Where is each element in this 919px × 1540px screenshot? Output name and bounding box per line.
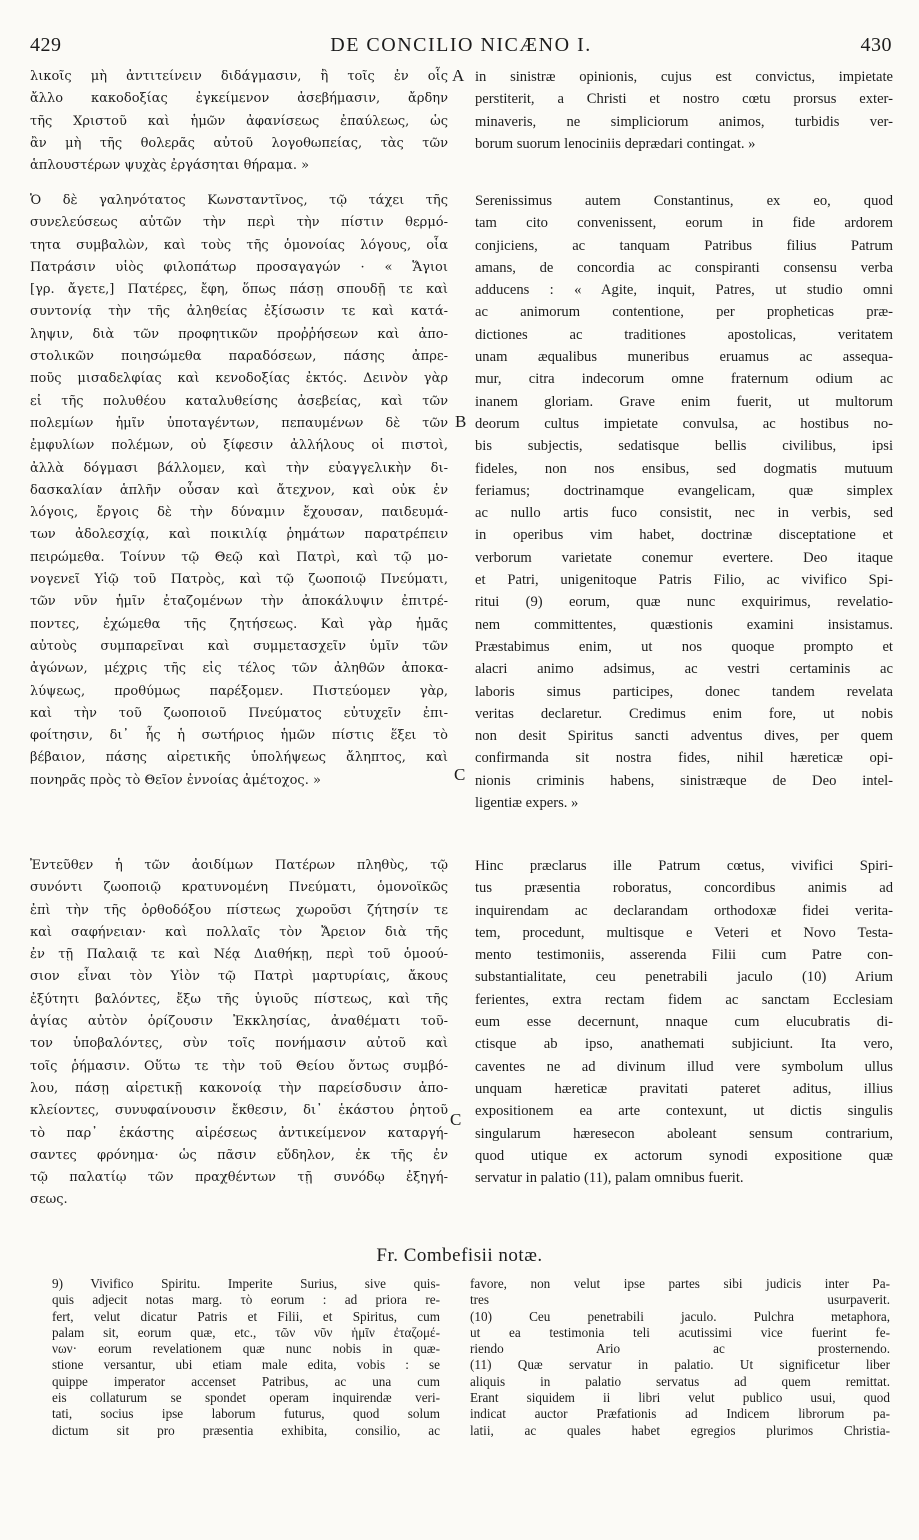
text-line: τῆς Χριστοῦ καὶ ἡμῶν ἀφανίσεως ἐπαύλεως, ὡς: [30, 113, 448, 129]
text-line: λύψεως, προθύμως παρέξομεν. Πιστεύομεν γὰρ,: [30, 683, 448, 699]
text-line: καὶ τὴν τοῦ ζωοποιοῦ Πνεύματος εὐτυχεῖν ἐπι-: [30, 705, 448, 721]
running-title: DE CONCILIO NICÆNO I.: [330, 34, 592, 56]
text-line: ἀλλὰ δόγμασι βάλλομεν, καὶ τὴν εὐαγγελικὴν δι-: [30, 460, 448, 476]
text-line: λου, πάσῃ αἱρετικῇ κακονοίᾳ τὴν παρείσδυσιν ἀπο-: [30, 1080, 448, 1096]
text-line: αὐτοὺς συμπαρεῖναι καὶ συμμετασχεῖν ὑμῖν τῶν: [30, 638, 448, 654]
text-line: στολικῶν ποιησώμεθα παραδόσεων, πάσης ἀπρε-: [30, 349, 448, 365]
text-line: Hinc præclarus ille Patrum cœtus, vivifici Spiri-: [475, 858, 893, 874]
text-line: tam cito convenissent, eorum in fide ardorem: [475, 215, 893, 232]
text-line: bis subjectis, sedatisque bellis civilibus, ipsi: [475, 438, 893, 455]
text-line: συνόντι ζωοποιῷ κρατυνομένη Πνεύματι, ὁμονοϊκῶς: [30, 880, 448, 896]
page-number-right: 430: [860, 34, 892, 56]
text-line: ληψιν, διὰ τῶν προφητικῶν προῤῥήσεων καὶ ἀπο-: [30, 326, 448, 342]
text-line: ἐξύτητι βαλόντες, ἔξω τῆς ὑγιοῦς πίστεως, καὶ τῆς: [30, 991, 448, 1007]
greek-column-block-3: [30, 855, 448, 1212]
text-line: τητα συμβαλὼν, καὶ τοὺς τῆς ὁμονοίας λόγους, οἷα: [30, 237, 448, 253]
section-marker-c: C: [454, 765, 466, 784]
text-line: τῶν νῦν ἡμῖν ἐταζομένων τὴν ἀποκάλυψιν ἐπιτρέ-: [30, 594, 448, 610]
text-line: ἐμφυλίων πολέμων, οὐ ξίφεσιν ἀλλήλους οἱ πιστοὶ,: [30, 438, 448, 454]
text-line: mur, citra indecorum omne fraternum odium ac: [475, 371, 893, 388]
text-line: adducens : « Agite, inquit, Patres, ut studio omni: [475, 282, 893, 299]
text-line: (11) Quæ servatur in palatio. Ut significetur liber: [470, 1357, 890, 1373]
text-line: δασκαλίαν ἁπλῆν οὖσαν καὶ ἄτεχνον, καὶ οὐκ ἐν: [30, 482, 448, 498]
text-line: ἁγίας αὐτὸν ὁρίζουσιν Ἐκκλησίας, ἀναθέματι τοῦ-: [30, 1014, 448, 1030]
text-line: aliquis in palatio servatus ad quem remittat.: [470, 1373, 890, 1389]
text-line: των ἀδολεσχίᾳ, καὶ ποικιλίᾳ ῥημάτων παρατρέπειν: [30, 527, 448, 543]
text-line: amans, de concordia ac conspiranti consensu verba: [475, 259, 893, 276]
latin-column-block-3: [475, 855, 893, 1189]
text-line: fert, velut dicatur Patris et Filii, et Spiritus, cum: [52, 1308, 440, 1324]
text-line: ποντες, ἐχώμεθα τῆς ζητήσεως. Καὶ γὰρ ἡμᾶς: [30, 616, 448, 632]
text-line: ac nullo artis fuco consistit, nec in verbis, sed: [475, 505, 893, 522]
text-line: ferientes, extra rectam fidem ac sanctam Ecclesiam: [475, 991, 893, 1008]
text-line: φοίτησιν, δι᾽ ἧς ἡ σωτήριος ἡμῶν πίστις ἕξει τὸ: [30, 728, 448, 744]
text-line: nionis criminis habens, sinistræque de Deo intel-: [475, 772, 893, 789]
text-line: unquam hæreticæ pravitati pateret aditus, illius: [475, 1080, 893, 1097]
text-line: νογενεῖ Υἱῷ τοῦ Πατρὸς, καὶ τῷ ζωοποιῷ Πνεύματι,: [30, 572, 448, 588]
text-line: non desit Spiritus sancti adventus dives, per quem: [475, 728, 893, 745]
text-line: Ὁ δὲ γαληνότατος Κωνσταντῖνος, τῷ τάχει τῆς: [30, 193, 448, 208]
text-line: quippe imperator accenset Patribus, ac una cum: [52, 1373, 440, 1389]
greek-column-block-2: [30, 190, 448, 792]
text-line: substantialitate, ceu penetrabili jaculo (10) Arium: [475, 969, 893, 986]
text-line: Erant siquidem ii libri velut publico usui, quod: [470, 1390, 890, 1406]
text-line: tati, socius ipse laborum futurus, quod solum: [52, 1406, 440, 1422]
text-line: unam æqualibus muneribus eruamus ac assequa-: [475, 349, 893, 366]
text-line: dictiones ac traditiones apostolicas, veritatem: [475, 326, 893, 343]
text-line: et Patri, unigenitoque Patris Filio, ac vivifico Spi-: [475, 572, 893, 589]
text-line: λικοῖς μὴ ἀντιτείνειν διδάγμασιν, ἢ τοῖς ἐν οἷς: [30, 69, 448, 84]
text-line: Ἐντεῦθεν ἡ τῶν ἀοιδίμων Πατέρων πληθὺς, τῷ: [30, 858, 448, 873]
text-line: alacri animo adsimus, ac vestri certaminis ac: [475, 661, 893, 678]
text-line: τῷ παλατίῳ τῶν πραχθέντων τῇ συνόδῳ ἐξηγή-: [30, 1170, 448, 1186]
text-line: εἰ τῆς πολυθέου καταλυθείσης ἀσεβείας, καὶ τῶν: [30, 393, 448, 409]
text-line: Præstabimus enim, ut nos quoque prompto et: [475, 638, 893, 655]
text-line: σαντες φρόνημα· ὡς πᾶσιν εὔδηλον, ἐκ τῆς ἐν: [30, 1147, 448, 1163]
text-line: Πατράσιν υἱὸς φιλοπάτωρ προσαγαγών · « Ἅγιοι: [30, 259, 448, 275]
text-line: confirmanda sit nostra fides, nihil hæreticæ opi-: [475, 750, 893, 767]
notes-left-column: [52, 1276, 440, 1439]
text-line: feriamus; doctrinamque evangelicam, quæ simplex: [475, 482, 893, 499]
text-line: conjiciens, ac tanquam Patribus filius Patrum: [475, 237, 893, 254]
text-line: borum suorum lenociniis deprædari contingat. »: [475, 135, 756, 152]
text-line: λόγοις, ἔργοις δὲ τὴν δύναμιν ἔχουσαν, παιδευμά-: [30, 505, 448, 521]
text-line: servatur in palatio (11), palam omnibus fuerit.: [475, 1170, 744, 1187]
text-line: deorum cultus impietate convulsa, ac hostibus no-: [475, 415, 893, 432]
text-line: τοῖς ῥήμασιν. Οὕτω τε τὴν τοῦ Θείου ὄντως συμβό-: [30, 1058, 448, 1074]
text-line: τὸ παρ᾽ ἑκάστης αἱρέσεως ἀντικείμενον καταργή-: [30, 1125, 448, 1141]
notes-right-column: [470, 1276, 890, 1439]
text-line: in sinistræ opinionis, cujus est convictus, impietate: [475, 69, 893, 85]
text-line: quis adjecit notas marg. τὸ eorum : ad priora re-: [52, 1292, 440, 1308]
text-line: σιον εἶναι τὸν Υἱὸν τῷ Πατρὶ μαρτυρίαις, ἄκους: [30, 969, 448, 985]
text-line: Serenissimus autem Constantinus, ex eo, quod: [475, 193, 893, 209]
running-header: [30, 34, 892, 60]
text-line: ἂν μὴ τῆς θολερᾶς αὐτοῦ λογοθωπείας, τὰς τῶν: [30, 135, 448, 151]
page-number-left: 429: [30, 34, 62, 56]
text-line: tus præsentia roboratus, concordibus animis ad: [475, 880, 893, 897]
section-marker-c-second: C: [450, 1110, 462, 1129]
text-line: συνελεύσεως αὐτῶν τὴν περὶ τὴν πίστιν θερμό-: [30, 215, 448, 231]
text-line: (10) Ceu penetrabili jaculo. Pulchra metaphora,: [470, 1308, 890, 1324]
text-line: ritui (9) eorum, quæ nunc exquirimus, revelatio-: [475, 594, 893, 611]
text-line: σεως.: [30, 1192, 68, 1208]
text-line: 9) Vivifico Spiritu. Imperite Surius, sive quis-: [52, 1276, 440, 1291]
text-line: inquirendam ac declarandam orthodoxæ fidei verita-: [475, 902, 893, 919]
text-line: ἁπλουστέρων ψυχὰς ἐργάσηται θήραμα. »: [30, 158, 310, 174]
text-line: tres usurpaverit.: [470, 1292, 890, 1308]
text-line: [γρ. ἄγετε,] Πατέρες, ἔφη, ὅπως πάσῃ σπουδῇ τε καὶ: [30, 282, 448, 298]
greek-column-block-1: [30, 66, 448, 177]
notes-heading: Fr. Combefisii notæ.: [376, 1245, 543, 1266]
text-line: riendo Ario ac prosternendo.: [470, 1341, 890, 1357]
text-line: ctisque ab ipso, anathemati subjiciunt. Ita vero,: [475, 1036, 893, 1053]
text-line: expositionem ea arte contexunt, ut dictis singulis: [475, 1103, 893, 1120]
text-line: ἄλλο κακοδοξίας ἐγκείμενον ἀσεβήμασιν, ἄρδην: [30, 91, 448, 107]
text-line: ἐπὶ τὴν τῆς ὀρθοδόξου πίστεως χωροῦσι ζήτησίν τε: [30, 902, 448, 918]
text-line: quod utique ex actorum synodi expositione quæ: [475, 1147, 893, 1164]
text-line: perstiterit, a Christi et nostro cœtu prorsus exter-: [475, 91, 893, 108]
text-line: nem committentes, quæstionis examini insistamus.: [475, 616, 893, 633]
latin-column-block-2: [475, 190, 893, 814]
text-line: πολεμίων ἡμῖν ὑποταγέντων, πεπαυμένων δὲ τῶν: [30, 415, 448, 431]
text-line: ac animorum contentione, per propheticas præ-: [475, 304, 893, 321]
text-line: ἀγώνων, μέχρις τῆς εἰς τέλος τῶν ἀληθῶν ἀποκα-: [30, 661, 448, 677]
text-line: dictum sit pro præsentia exhibita, consilio, ac: [52, 1422, 440, 1438]
text-line: πειρώμεθα. Τοίνυν τῷ Θεῷ καὶ Πατρὶ, καὶ τῷ μο-: [30, 549, 448, 565]
text-line: inanem gloriam. Grave enim fuerit, ut multorum: [475, 393, 893, 410]
text-line: stione versantur, ubi etiam male edita, vobis : se: [52, 1357, 440, 1373]
text-line: ἐν τῇ Παλαιᾷ τε καὶ Νέᾳ Διαθήκῃ, περὶ τοῦ ὁμοού-: [30, 947, 448, 963]
text-line: indicat auctor Præfationis ad Indicem librorum pa-: [470, 1406, 890, 1422]
text-line: mento testimoniis, asserenda Filii cum Patre con-: [475, 947, 893, 964]
text-line: verborum varietate conemur evertere. Deo itaque: [475, 549, 893, 566]
text-line: πονηρᾶς πρὸς τὸ Θεῖον ἐννοίας ἀμέτοχος. »: [30, 772, 321, 788]
text-line: singularum hæresecon aboleant sensum contrarium,: [475, 1125, 893, 1142]
text-line: eis collaturum se spondet operam inquirendæ veri-: [52, 1390, 440, 1406]
text-line: fideles, non nos ensibus, sed dogmatis mutuum: [475, 460, 893, 477]
text-line: κλείοντες, συνυφαίνουσιν ἔκθεσιν, δι᾽ ἑκάστου ῥητοῦ: [30, 1103, 448, 1119]
text-line: favore, non velut ipse partes sibi judicis inter Pa-: [470, 1276, 890, 1291]
text-line: eum esse decernunt, nnaque cum elucubratis di-: [475, 1014, 893, 1031]
text-line: νων· eorum revelationem quæ nunc nobis in quæ-: [52, 1341, 440, 1357]
text-line: ut ea testimonia teli acutissimi vice fuerint fe-: [470, 1324, 890, 1340]
text-line: palam sit, eorum quæ, etc., τῶν νῦν ἡμῖν ἐταζομέ-: [52, 1324, 440, 1340]
text-line: tem, procedunt, multisque e Veteri et Novo Testa-: [475, 924, 893, 941]
section-marker-a: A: [452, 66, 465, 85]
text-line: συντονίᾳ τὴν τῆς ἀληθείας ἐξίσωσιν τε καὶ κατά-: [30, 304, 448, 320]
text-line: latii, ac quales habet egregios plurimos Christia-: [470, 1422, 890, 1438]
text-line: caventes ne ad divinum illud vere symbolum ullus: [475, 1058, 893, 1075]
text-line: minaveris, ne simpliciorum animos, turbidis ver-: [475, 113, 893, 130]
section-marker-b: B: [455, 412, 467, 431]
text-line: καὶ σαφήνειαν· καὶ πολλαῖς τὸν Ἄρειον διὰ τῆς: [30, 924, 448, 940]
text-line: veritas declaretur. Credimus enim fore, ut nobis: [475, 705, 893, 722]
latin-column-block-1: [475, 66, 893, 155]
text-line: laboris simus participes, donec tandem revelata: [475, 683, 893, 700]
text-line: ligentiæ expers. »: [475, 795, 579, 812]
text-line: ποῦς μισαδελφίας καὶ κενοδοξίας ἐκτός. Δεινὸν γὰρ: [30, 371, 448, 387]
text-line: in operibus vim habet, doctrinæ disceptatione et: [475, 527, 893, 544]
text-line: τον ὑποβαλόντες, σὺν τοῖς πονήμασιν αὐτοῦ καὶ: [30, 1036, 448, 1052]
text-line: βέβαιον, πάσης αἱρετικῆς ὑπολήψεως ἄληπτος, καὶ: [30, 750, 448, 766]
